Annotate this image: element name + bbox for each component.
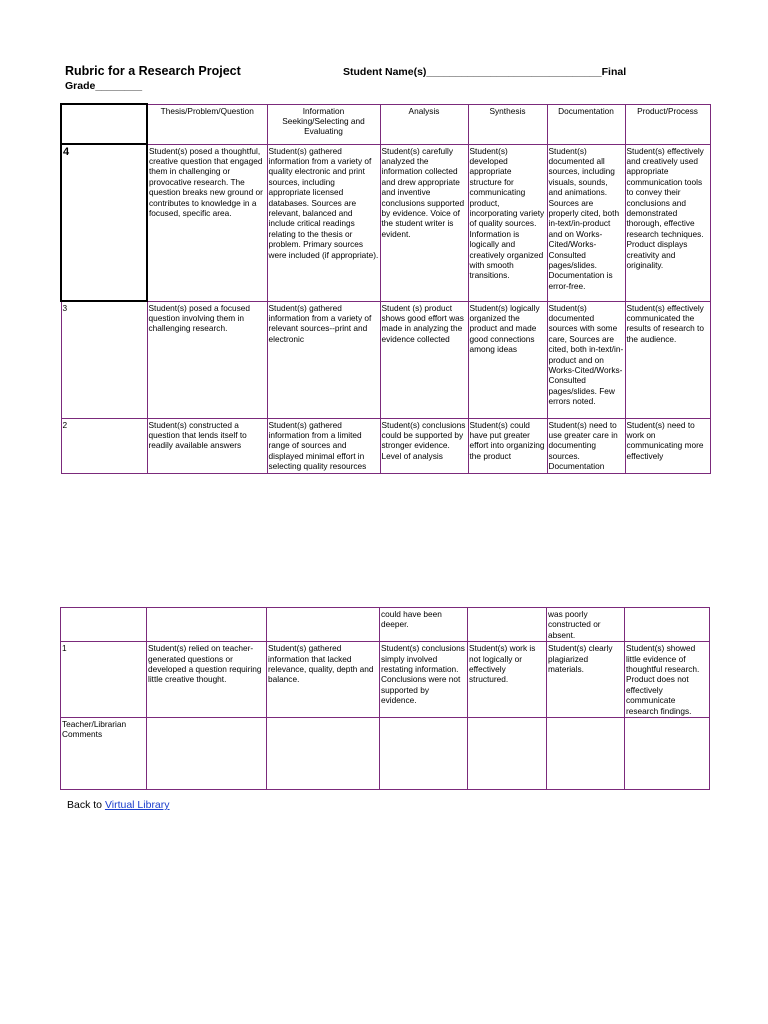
- table-cell: Student(s) carefully analyzed the information collected and drew appropriate and inventive conclusions supported by evidence. Voice of the student writer is evident.: [380, 144, 468, 301]
- table-cell: Student (s) product shows good effort was made in analyzing the evidence collected: [380, 301, 468, 418]
- table-cell: Student(s) effectively and creatively used appropriate communication tools to convey their conclusions and demonstrated thorough, effective research techniques. Product displays creativity and originality.: [625, 144, 710, 301]
- table-cell: Student(s) conclusions simply involved restating information. Conclusions were not supported by evidence.: [380, 642, 468, 718]
- comments-cell[interactable]: [147, 718, 267, 790]
- table-row: [61, 608, 710, 642]
- table-cell: [147, 608, 267, 642]
- header-cell-information: Information Seeking/Selecting and Evaluating: [267, 104, 380, 144]
- table-cell: was poorly constructed or absent.: [547, 608, 625, 642]
- table-cell: Student(s) clearly plagiarized materials.: [547, 642, 625, 718]
- table-cell: Student(s) could have put greater effort into organizing the product: [468, 418, 547, 473]
- table-cell: Student(s) showed little evidence of thoughtful research. Product does not effectively communicate research findings.: [625, 642, 710, 718]
- header-cell-synthesis: Synthesis: [468, 104, 547, 144]
- score-cell: 1: [61, 642, 147, 718]
- table-cell: Student(s) need to work on communicating more effectively: [625, 418, 710, 473]
- table-cell: Student(s) relied on teacher-generated questions or developed a question requiring little creative thought.: [147, 642, 267, 718]
- table-cell: could have been deeper.: [380, 608, 468, 642]
- table-cell: Student(s) gathered information from a limited range of sources and displayed minimal effort in selecting quality resources: [267, 418, 380, 473]
- score-cell: 3: [61, 301, 147, 418]
- table-cell: Student(s) need to use greater care in documenting sources. Documentation: [547, 418, 625, 473]
- table-row: [61, 418, 710, 473]
- table-cell: Student(s) logically organized the product and made good connections among ideas: [468, 301, 547, 418]
- table-cell: Student(s) constructed a question that lends itself to readily available answers: [147, 418, 267, 473]
- student-name-line: Student Name(s)______________________________Final: [343, 66, 627, 78]
- header-cell-product: Product/Process: [625, 104, 710, 144]
- table-cell: [625, 608, 710, 642]
- table-cell: Student(s) developed appropriate structure for communicating product, incorporating variety of quality sources. Information is logically and creatively organized with smooth transitions.: [468, 144, 547, 301]
- table-row: [61, 144, 710, 301]
- back-text: Back to: [67, 799, 105, 811]
- table-cell: [468, 608, 547, 642]
- table-cell: Student(s) conclusions could be supported by stronger evidence. Level of analysis: [380, 418, 468, 473]
- table-cell: Student(s) gathered information that lacked relevance, quality, depth and balance.: [267, 642, 380, 718]
- comments-cell[interactable]: [547, 718, 625, 790]
- header-cell-analysis: Analysis: [380, 104, 468, 144]
- table-cell: Student(s) documented all sources, including visuals, sounds, and animations. Sources are properly cited, both in-text/in-product and on Works-Cited/Works-Consulted pages/slides. Documentation is error-free.: [547, 144, 625, 301]
- table-cell: Student(s) work is not logically or effectively structured.: [468, 642, 547, 718]
- table-cell: Student(s) effectively communicated the results of research to the audience.: [625, 301, 710, 418]
- virtual-library-link[interactable]: Virtual Library: [104, 799, 170, 811]
- comments-cell[interactable]: [267, 718, 380, 790]
- rubric-table-page2: [60, 607, 710, 790]
- comments-cell[interactable]: [468, 718, 547, 790]
- back-link-line: [67, 799, 170, 811]
- score-cell: 2: [61, 418, 147, 473]
- grade-line: Grade________: [65, 80, 143, 92]
- table-row: [61, 718, 710, 790]
- table-cell: Student(s) gathered information from a variety of relevant sources--print and electronic: [267, 301, 380, 418]
- score-cell: [61, 608, 147, 642]
- comments-cell[interactable]: [380, 718, 468, 790]
- header-row: [61, 104, 710, 144]
- table-cell: [267, 608, 380, 642]
- table-cell: Student(s) posed a thoughtful, creative question that engaged them in challenging or provocative research. The question breaks new ground or contributes to knowledge in a focused, specific area.: [147, 144, 267, 301]
- comments-cell[interactable]: [625, 718, 710, 790]
- page-title: Rubric for a Research Project: [65, 64, 241, 78]
- table-row: [61, 301, 710, 418]
- table-row: [61, 642, 710, 718]
- header-cell-score: [61, 104, 147, 144]
- header-cell-thesis: Thesis/Problem/Question: [147, 104, 267, 144]
- score-cell: 4: [61, 144, 147, 301]
- table-cell: Student(s) posed a focused question involving them in challenging research.: [147, 301, 267, 418]
- table-cell: Student(s) documented sources with some care, Sources are cited, both in-text/in-product and on Works-Cited/Works-Consulted pages/slides. Few errors noted.: [547, 301, 625, 418]
- table-cell: Student(s) gathered information from a variety of quality electronic and print sources, including appropriate licensed databases. Sources are relevant, balanced and include critical readings relating to the thesis or problem. Primary sources were included (if appropriate).: [267, 144, 380, 301]
- header-cell-documentation: Documentation: [547, 104, 625, 144]
- comments-label-cell: Teacher/Librarian Comments: [61, 718, 147, 790]
- rubric-table-page1: [60, 103, 711, 474]
